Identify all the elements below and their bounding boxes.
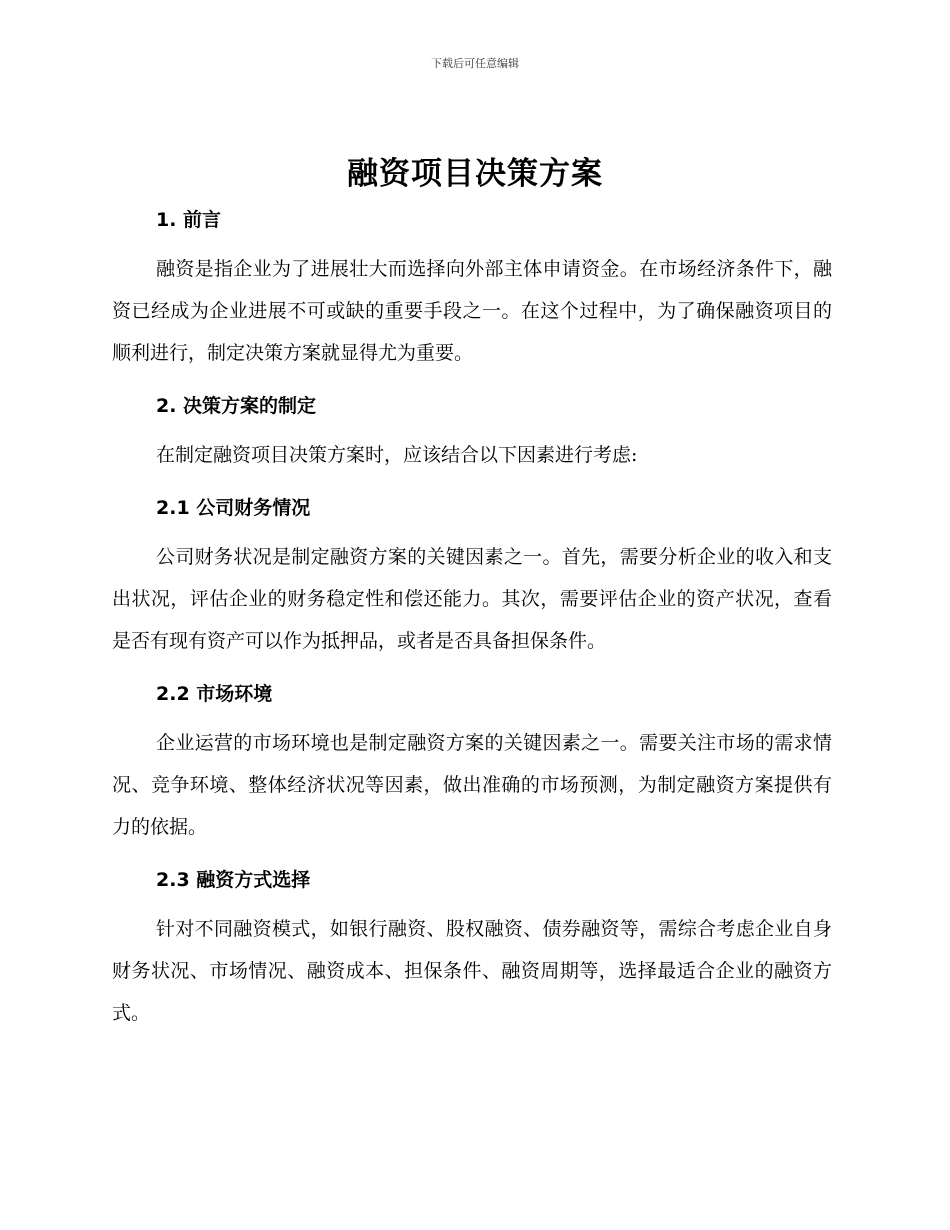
section-heading-finance: 2.1 公司财务情况	[156, 497, 311, 519]
paragraph-finance: 公司财务状况是制定融资方案的关键因素之一。首先，需要分析企业的收入和支出状况，评估企业的财务稳定性和偿还能力。其次，需要评估企业的资产状况，查看是否有现有资产可以作为抵押品，或者是否具备担保条件。	[112, 546, 832, 652]
paragraph-preface: 融资是指企业为了进展壮大而选择向外部主体申请资金。在市场经济条件下，融资已经成为企业进展不可或缺的重要手段之一。在这个过程中，为了确保融资项目的顺利进行，制定决策方案就显得尤为重要。	[112, 258, 832, 364]
section-heading-plan: 2. 决策方案的制定	[156, 395, 317, 417]
header-note: 下载后可任意编辑	[431, 57, 519, 70]
section-heading-market: 2.2 市场环境	[156, 683, 273, 705]
section-heading-preface: 1. 前言	[156, 209, 222, 231]
paragraph-method: 针对不同融资模式，如银行融资、股权融资、债券融资等，需综合考虑企业自身财务状况、市场情况、融资成本、担保条件、融资周期等，选择最适合企业的融资方式。	[112, 918, 832, 1024]
paragraph-market: 企业运营的市场环境也是制定融资方案的关键因素之一。需要关注市场的需求情况、竞争环境、整体经济状况等因素，做出准确的市场预测，为制定融资方案提供有力的依据。	[112, 732, 832, 838]
paragraph-plan-intro: 在制定融资项目决策方案时，应该结合以下因素进行考虑:	[156, 444, 638, 466]
section-heading-method: 2.3 融资方式选择	[156, 869, 311, 891]
document-body	[112, 200, 832, 1034]
document-title: 融资项目决策方案	[347, 156, 603, 192]
